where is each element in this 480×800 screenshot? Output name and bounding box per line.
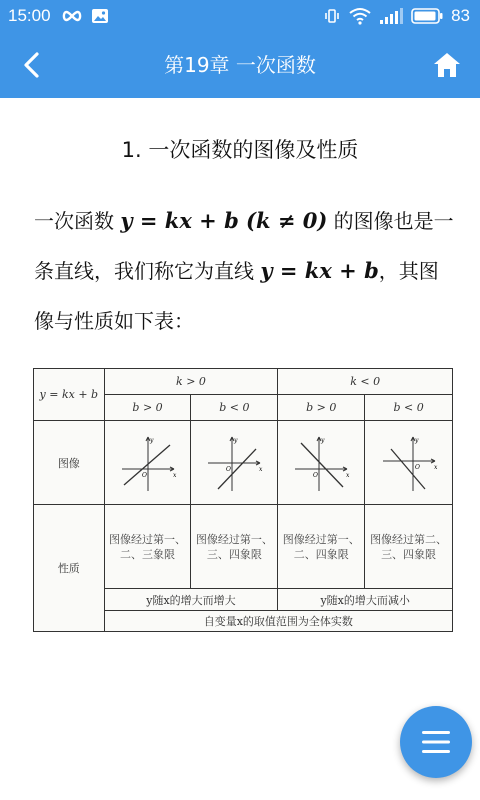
graph-k-pos-b-pos xyxy=(118,433,178,493)
quadrant-desc-3: 图像经过第一、二、四象限 xyxy=(278,505,365,589)
formula-general: y = kx + b (k ≠ 0) xyxy=(120,208,328,233)
graph-origin: O xyxy=(313,471,319,479)
graph-x-label: x xyxy=(259,465,263,473)
increasing-note: y随x的增大而增大 xyxy=(104,589,278,611)
paragraph-text: ，其图像与性质如下表： xyxy=(34,259,439,333)
graph-y-label: y xyxy=(321,436,325,444)
paragraph-text: 一次函数 xyxy=(34,209,121,233)
status-time: 15:00 xyxy=(8,6,51,25)
header-k-positive: k > 0 xyxy=(104,369,278,395)
graph-origin: O xyxy=(141,471,147,479)
graph-origin: O xyxy=(414,463,420,471)
quadrant-desc-4: 图像经过第二、三、四象限 xyxy=(365,505,453,589)
row-label-image: 图像 xyxy=(34,421,105,505)
properties-table-image xyxy=(33,368,453,631)
menu-icon xyxy=(422,730,450,754)
page-title: 第19章 一次函数 xyxy=(164,53,316,77)
home-icon xyxy=(432,50,462,80)
paragraph-text: 的图像也是一条直线，我们称它为直线 xyxy=(34,209,454,283)
section-title: 1. 一次函数的图像及性质 xyxy=(121,138,359,162)
table-corner: y = kx + b xyxy=(34,369,105,421)
graph-x-label: x xyxy=(172,471,176,479)
header-b-negative: b < 0 xyxy=(191,395,278,421)
properties-table xyxy=(33,368,453,632)
wifi-icon xyxy=(349,7,371,25)
intro-paragraph xyxy=(34,196,454,346)
graph-k-neg-b-neg xyxy=(379,433,439,493)
quadrant-desc-1: 图像经过第一、二、三象限 xyxy=(104,505,191,589)
image-icon xyxy=(91,8,109,24)
infinity-icon xyxy=(61,9,83,23)
battery-icon xyxy=(411,8,443,24)
header-b-positive: b > 0 xyxy=(104,395,191,421)
vibrate-icon xyxy=(323,7,341,25)
decreasing-note: y随x的增大而减小 xyxy=(278,589,453,611)
domain-note: 自变量x的取值范围为全体实数 xyxy=(104,611,452,632)
graph-x-label: x xyxy=(433,463,437,471)
graph-k-neg-b-pos xyxy=(291,433,351,493)
app-bar xyxy=(0,32,480,98)
status-bar xyxy=(0,0,480,32)
header-b-negative: b < 0 xyxy=(365,395,453,421)
graph-y-label: y xyxy=(234,436,238,444)
graph-k-pos-b-neg xyxy=(204,433,264,493)
menu-fab-button[interactable] xyxy=(400,706,472,778)
quadrant-desc-2: 图像经过第一、三、四象限 xyxy=(191,505,278,589)
row-label-property: 性质 xyxy=(34,505,105,632)
battery-level: 83 xyxy=(451,6,470,25)
chevron-left-icon xyxy=(16,49,48,81)
header-b-positive: b > 0 xyxy=(278,395,365,421)
graph-x-label: x xyxy=(346,471,350,479)
graph-y-label: y xyxy=(414,436,418,444)
back-button[interactable] xyxy=(16,49,48,81)
home-button[interactable] xyxy=(432,50,462,80)
signal-icon xyxy=(379,8,403,24)
graph-origin: O xyxy=(226,465,232,473)
header-k-negative: k < 0 xyxy=(278,369,453,395)
formula-line: y = kx + b xyxy=(260,258,379,283)
graph-y-label: y xyxy=(149,436,153,444)
